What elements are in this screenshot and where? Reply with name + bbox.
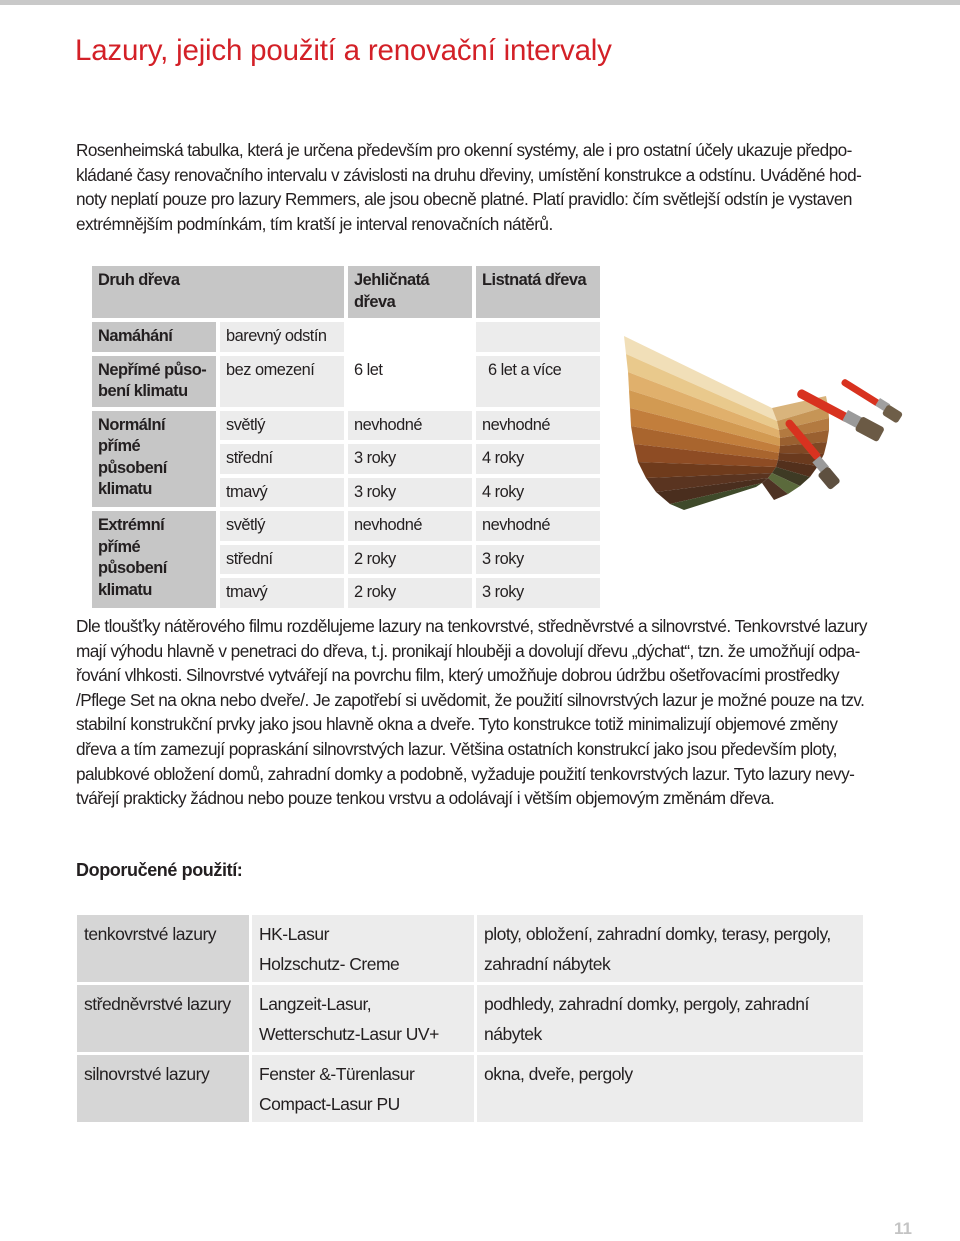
cell-usage: ploty, obložení, zahradní domky, terasy, pergoly, zahradní nábytek bbox=[477, 915, 863, 982]
cell-hardwood: 3 roky bbox=[476, 545, 600, 575]
cell-shade: střední bbox=[220, 444, 344, 474]
intro-line: kládané časy renovačního intervalu v závislosti na druhu dřeviny, umístění konstrukce a odstínu. Uváděné hod- bbox=[76, 164, 862, 185]
cell-products: Fenster &-Türenlasur Compact-Lasur PU bbox=[252, 1055, 474, 1122]
cell-softwood: 3 roky bbox=[348, 478, 472, 508]
table-row bbox=[77, 985, 863, 1052]
cell-products: HK-Lasur Holzschutz- Creme bbox=[252, 915, 474, 982]
header-wood-type: Druh dřeva bbox=[92, 266, 344, 318]
color-fan bbox=[624, 336, 829, 510]
rosenheim-table bbox=[88, 262, 604, 612]
header-softwood: Jehličnatá dřeva bbox=[348, 266, 472, 318]
row-label-normal: Normální přímé působení klimatu bbox=[92, 411, 216, 508]
body-line: dřeva a tím zamezují popraskání silnovrstvých lazur. Většina ostatních konstrukcí jako jsou především ploty, bbox=[76, 738, 837, 759]
page-title: Lazury, jejich použití a renovační intervaly bbox=[75, 34, 612, 67]
header-hardwood: Listnatá dřeva bbox=[476, 266, 600, 318]
table-row bbox=[92, 356, 600, 407]
table-row bbox=[77, 1055, 863, 1122]
body-paragraph bbox=[76, 614, 906, 811]
body-line: palubkové obložení domů, zahradní domky a podobně, vyžaduje použití tenkovrstvých lazur. Tyto lazury nevy- bbox=[76, 763, 855, 784]
cell-hardwood: nevhodné bbox=[476, 511, 600, 541]
body-line: řování vlhkosti. Silnovrstvé vytvářejí na povrchu film, který umožňuje dobrou údržbu ošetřovacími prostředky bbox=[76, 665, 840, 686]
cell-shade: tmavý bbox=[220, 578, 344, 608]
cell-empty bbox=[348, 322, 472, 352]
cell-glaze-type: silnovrstvé lazury bbox=[77, 1055, 249, 1122]
cell-shade-header: barevný odstín bbox=[220, 322, 344, 352]
body-line: mají výhodu hlavně v penetraci do dřeva, t.j. pronikají hlouběji a dovolují dřevu „dýchat“, tzn. že umožňují odpa- bbox=[76, 640, 860, 661]
cell-hardwood: 3 roky bbox=[476, 578, 600, 608]
table-row bbox=[92, 411, 600, 441]
recommended-use-table bbox=[74, 912, 866, 1125]
cell-glaze-type: tenkovrstvé lazury bbox=[77, 915, 249, 982]
intro-line: extrémnějším podmínkám, tím kratší je interval renovačních nátěrů. bbox=[76, 213, 553, 234]
cell-hardwood: 4 roky bbox=[476, 444, 600, 474]
cell-shade: světlý bbox=[220, 411, 344, 441]
cell-hardwood: 4 roky bbox=[476, 478, 600, 508]
row-label-extreme: Extrémní přímé působení klimatu bbox=[92, 511, 216, 608]
wood-color-fan-with-brushes-image bbox=[622, 326, 912, 511]
cell-softwood: 2 roky bbox=[348, 578, 472, 608]
cell-softwood: 2 roky bbox=[348, 545, 472, 575]
cell-products: Langzeit-Lasur, Wetterschutz-Lasur UV+ bbox=[252, 985, 474, 1052]
cell-softwood: 6 let bbox=[348, 356, 472, 407]
table-row bbox=[92, 511, 600, 541]
cell-shade: střední bbox=[220, 545, 344, 575]
cell-hardwood: 6 let a více bbox=[476, 356, 600, 407]
cell-softwood: nevhodné bbox=[348, 411, 472, 441]
cell-empty bbox=[476, 322, 600, 352]
intro-paragraph bbox=[76, 138, 916, 236]
cell-usage: podhledy, zahradní domky, pergoly, zahradní nábytek bbox=[477, 985, 863, 1052]
body-line: Dle tloušťky nátěrového filmu rozdělujeme lazury na tenkovrstvé, středněvrstvé a silnovrstvé. Tenkovrstvé lazury bbox=[76, 616, 867, 636]
body-line: tvářejí prakticky žádnou nebo pouze tenkou vrstvu a odolávají i větším objemovým změnám dřeva. bbox=[76, 788, 775, 809]
body-line: stabilní konstrukční prvky jako jsou hlavně okna a dveře. Tyto konstrukce totiž minimalizují objemové změny bbox=[76, 714, 838, 735]
cell-glaze-type: středněvrstvé lazury bbox=[77, 985, 249, 1052]
intro-line: Rosenheimská tabulka, která je určena především pro okenní systémy, ale i pro ostatní účely ukazuje předpo- bbox=[76, 140, 852, 160]
row-label-stress: Namáhání bbox=[92, 322, 216, 352]
intro-line: noty neplatí pouze pro lazury Remmers, ale jsou obecně platné. Platí pravidlo: čím světlejší odstín je vystaven bbox=[76, 189, 852, 209]
row-label-indirect: Nepřímé půso- bení klimatu bbox=[92, 356, 216, 407]
table-row bbox=[77, 915, 863, 982]
cell-shade: světlý bbox=[220, 511, 344, 541]
body-line: /Pflege Set na okna nebo dveře/. Je zapotřebí si uvědomit, že použití silnovrstvých lazur je možné pouze na tzv. bbox=[76, 689, 865, 710]
table-row bbox=[92, 322, 600, 352]
cell-softwood: nevhodné bbox=[348, 511, 472, 541]
recommended-use-heading: Doporučené použití: bbox=[76, 860, 243, 880]
page-number: 11 bbox=[894, 1219, 912, 1238]
cell-shade: bez omezení bbox=[220, 356, 344, 407]
top-rule bbox=[0, 0, 960, 5]
cell-usage: okna, dveře, pergoly bbox=[477, 1055, 863, 1122]
cell-shade: tmavý bbox=[220, 478, 344, 508]
cell-hardwood: nevhodné bbox=[476, 411, 600, 441]
cell-softwood: 3 roky bbox=[348, 444, 472, 474]
table-header-row bbox=[92, 266, 600, 318]
